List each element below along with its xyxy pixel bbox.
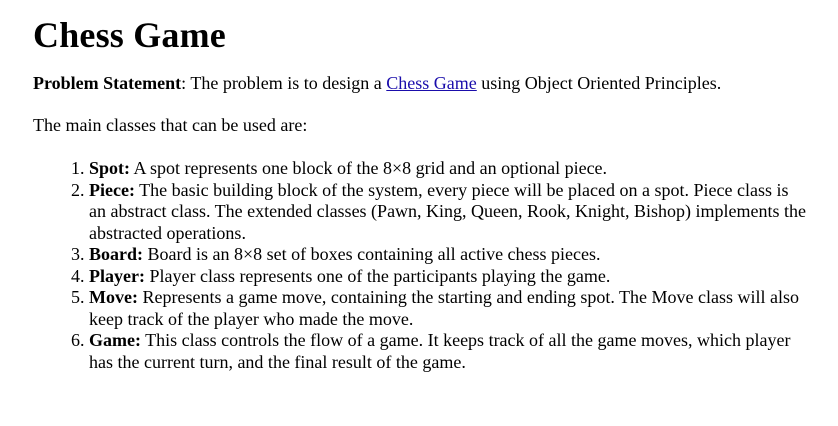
list-item-player (89, 266, 809, 288)
problem-statement-label: Problem Statement (33, 73, 182, 93)
problem-statement-separator: : (181, 73, 187, 93)
page-title: Chess Game (33, 15, 226, 55)
list-item-spot (89, 158, 809, 180)
class-description: The basic building block of the system, every piece will be placed on a spot. Piece class is an abstract class. The extended classes (Pawn, King, Queen, Rook, Knight, Bishop) implements the abstracted operations. (89, 179, 807, 243)
class-description: This class controls the flow of a game. It keeps track of all the game moves, which player has the current turn, and the final result of the game. (89, 330, 791, 372)
list-item-piece (89, 180, 809, 245)
class-description: Player class represents one of the participants playing the game. (144, 265, 611, 286)
class-term: Spot: (89, 158, 131, 178)
classes-intro: The main classes that can be used are: (33, 115, 308, 135)
class-description: A spot represents one block of the 8×8 grid and an optional piece. (130, 158, 608, 178)
problem-statement (33, 72, 818, 94)
class-description: Board is an 8×8 set of boxes containing all active chess pieces. (143, 244, 601, 264)
list-item-move (89, 287, 809, 330)
class-term: Player: (89, 265, 145, 286)
list-item-game (89, 330, 809, 373)
problem-statement-text-after: using Object Oriented Principles. (476, 73, 722, 93)
class-term: Move: (89, 287, 138, 307)
class-term: Board: (89, 244, 143, 264)
class-term: Game: (89, 330, 141, 350)
class-description: Represents a game move, containing the starting and ending spot. The Move class will also keep track of the player who made the move. (89, 287, 800, 329)
chess-game-link[interactable]: Chess Game (386, 73, 477, 93)
class-term: Piece: (89, 179, 135, 200)
classes-list (33, 158, 809, 373)
list-item-board (89, 244, 809, 266)
problem-statement-text-before: The problem is to design a (186, 73, 387, 93)
